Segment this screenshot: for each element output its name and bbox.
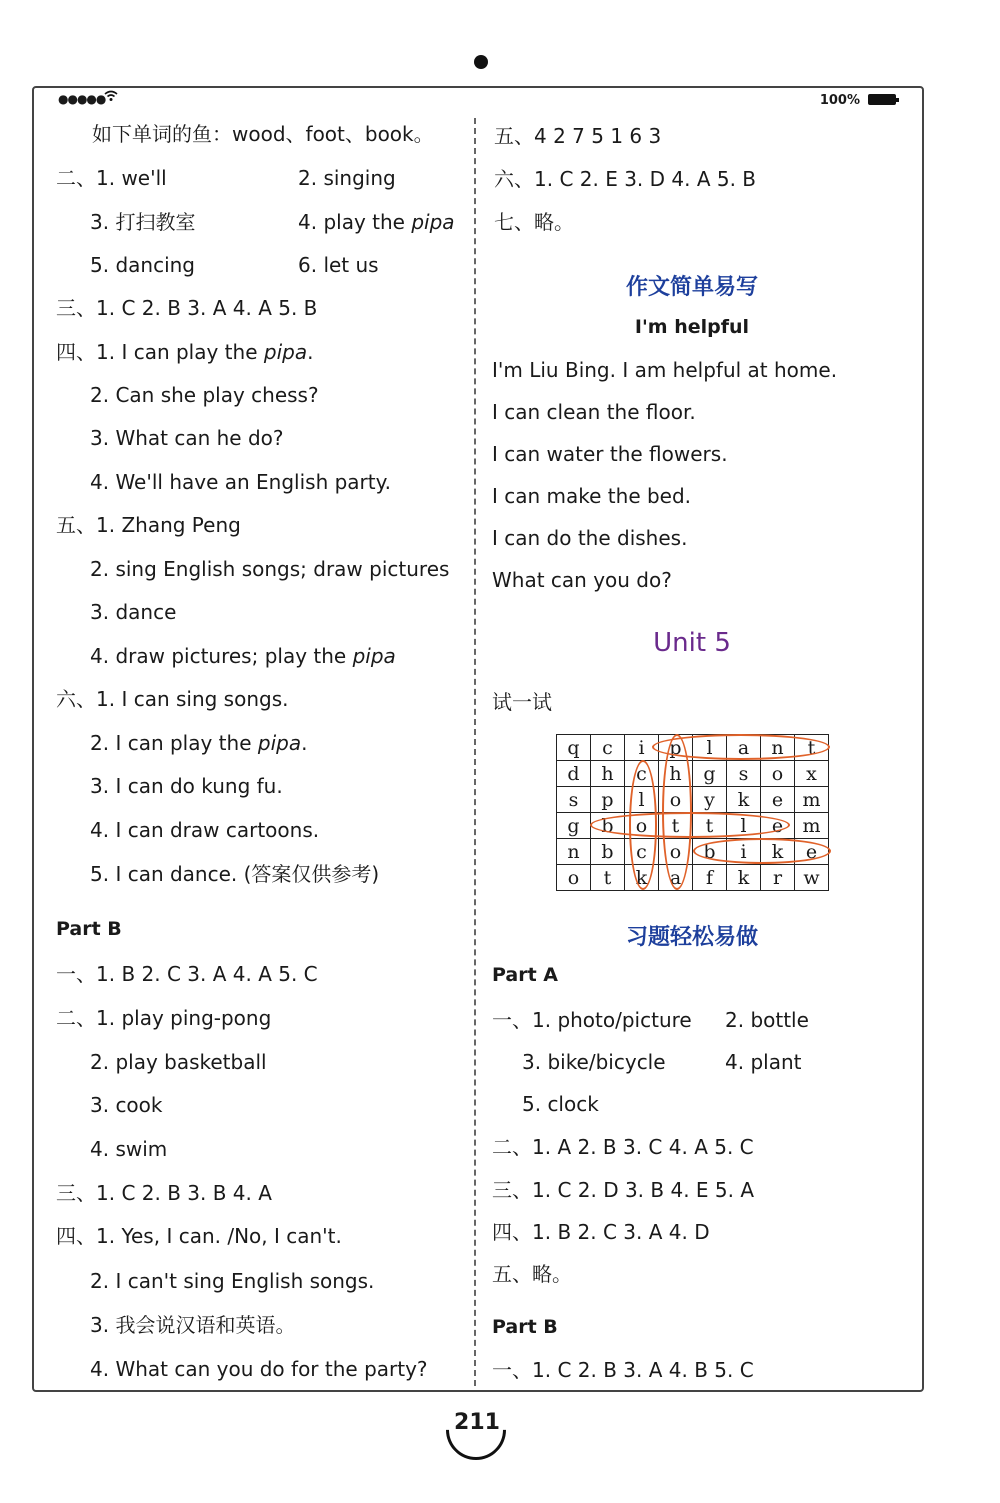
answer-line: 七、略。 [494,210,574,234]
grid-cell: a [659,865,693,891]
answer-line: 3. bike/bicycle [522,1050,666,1074]
grid-cell: p [591,787,625,813]
answer-line: 二、1. we'll [56,166,167,190]
grid-cell: o [761,761,795,787]
exercise-section-heading: 习题轻松易做 [625,925,758,950]
grid-cell: h [591,761,625,787]
grid-cell: x [795,761,829,787]
grid-cell: t [659,813,693,839]
grid-cell: s [557,787,591,813]
status-bar [40,92,916,110]
grid-cell: q [557,735,591,761]
answer-line: 4. I can draw cartoons. [90,818,320,842]
answer-line: 2. I can play the pipa. [90,731,308,755]
essay-line: I'm Liu Bing. I am helpful at home. [492,358,838,382]
essay-line: I can clean the floor. [492,400,696,424]
answer-line: 二、1. play ping-pong [56,1006,272,1030]
answer-line: 6. let us [298,253,379,277]
answer-line: 六、1. C 2. E 3. D 4. A 5. B [494,167,757,191]
grid-cell: b [693,839,727,865]
answer-line: 3. I can do kung fu. [90,774,283,798]
answer-line: 3. What can he do? [90,426,284,450]
answer-line: 五、4 2 7 5 1 6 3 [494,124,662,148]
battery-icon [868,94,896,105]
circle-bottle [590,812,790,838]
answer-line: 4. We'll have an English party. [90,470,391,494]
grid-cell: h [659,761,693,787]
wifi-icon [104,90,118,105]
answer-line: 五、1. Zhang Peng [56,513,241,537]
answer-line: 4. draw pictures; play the pipa [90,644,396,668]
grid-cell: g [693,761,727,787]
grid-cell: y [693,787,727,813]
battery-percent: 100% [819,93,860,108]
top-dot [474,55,488,69]
answer-line: 2. singing [298,166,396,190]
essay-title: I'm helpful [634,316,750,338]
grid-cell: m [795,787,829,813]
answer-line: 二、1. A 2. B 3. C 4. A 5. C [492,1135,754,1159]
answer-line: 六、1. I can sing songs. [56,687,289,711]
grid-cell: b [591,813,625,839]
unit-heading: Unit 5 [653,628,731,658]
grid-cell: i [625,735,659,761]
grid-cell: t [591,865,625,891]
answer-line: 三、1. C 2. D 3. B 4. E 5. A [492,1178,755,1202]
grid-cell: o [659,787,693,813]
answer-line: 4. swim [90,1137,168,1161]
answer-line: 3. cook [90,1093,163,1117]
grid-cell: g [557,813,591,839]
answer-line: 三、1. C 2. B 3. A 4. A 5. B [56,296,318,320]
essay-line: I can water the flowers. [492,442,728,466]
grid-cell: k [625,865,659,891]
answer-line: 一、1. B 2. C 3. A 4. A 5. C [56,962,318,986]
grid-cell: s [727,761,761,787]
grid-cell: o [557,865,591,891]
grid-cell: l [625,787,659,813]
answer-line: 2. bottle [725,1008,809,1032]
grid-cell: t [795,735,829,761]
answer-line: 3. dance [90,600,177,624]
answer-line: 一、1. photo/picture [492,1008,692,1032]
grid-cell: o [659,839,693,865]
grid-cell: l [727,813,761,839]
grid-cell: a [727,735,761,761]
answer-line: 2. Can she play chess? [90,383,319,407]
grid-cell: e [795,839,829,865]
column-divider [474,118,476,1386]
grid-cell: d [557,761,591,787]
answer-line: 5. I can dance. (答案仅供参考) [90,862,380,886]
part-a-heading: Part A [492,964,559,986]
answer-line: 5. dancing [90,253,195,277]
answer-line: 2. play basketball [90,1050,267,1074]
grid-cell: w [795,865,829,891]
grid-cell: c [591,735,625,761]
grid-cell: b [591,839,625,865]
grid-cell: k [727,865,761,891]
answer-line: 四、1. B 2. C 3. A 4. D [492,1220,710,1244]
essay-line: I can do the dishes. [492,526,688,550]
grid-cell: t [693,813,727,839]
grid-cell: r [761,865,795,891]
essay-section-heading: 作文简单易写 [625,275,758,300]
grid-cell: o [625,813,659,839]
answer-line: 2. sing English songs; draw pictures [90,557,450,581]
part-b-heading: Part B [56,918,122,940]
answer-line: 四、1. I can play the pipa. [56,340,314,364]
grid-cell: l [693,735,727,761]
answer-line: 4. play the pipa [298,210,455,234]
page-number: 211 [454,1410,500,1435]
grid-cell: c [625,761,659,787]
answer-line: 五、略。 [492,1262,572,1286]
circle-bike [693,838,831,864]
try-label: 试一试 [492,690,552,714]
part-b-heading: Part B [492,1316,558,1338]
answer-line: 3. 我会说汉语和英语。 [90,1313,296,1337]
grid-cell: e [761,787,795,813]
answer-line: 5. clock [522,1092,599,1116]
answer-line: 四、1. Yes, I can. /No, I can't. [56,1224,342,1248]
grid-cell: p [659,735,693,761]
answer-line: 4. plant [725,1050,802,1074]
answer-line: 2. I can't sing English songs. [90,1269,375,1293]
grid-cell: m [795,813,829,839]
signal-icon: ●●●●● [58,92,106,106]
grid-cell: n [557,839,591,865]
grid-cell: n [761,735,795,761]
answer-line: 如下单词的鱼：wood、foot、book。 [92,122,434,146]
answer-line: 三、1. C 2. B 3. B 4. A [56,1181,272,1205]
essay-line: I can make the bed. [492,484,692,508]
grid-cell: c [625,839,659,865]
grid-cell: f [693,865,727,891]
answer-line: 4. What can you do for the party? [90,1357,428,1381]
grid-cell: k [761,839,795,865]
grid-cell: i [727,839,761,865]
answer-line: 3. 打扫教室 [90,210,196,234]
answer-line: 一、1. C 2. B 3. A 4. B 5. C [492,1358,754,1382]
grid-cell: e [761,813,795,839]
essay-line: What can you do? [492,568,672,592]
grid-cell: k [727,787,761,813]
